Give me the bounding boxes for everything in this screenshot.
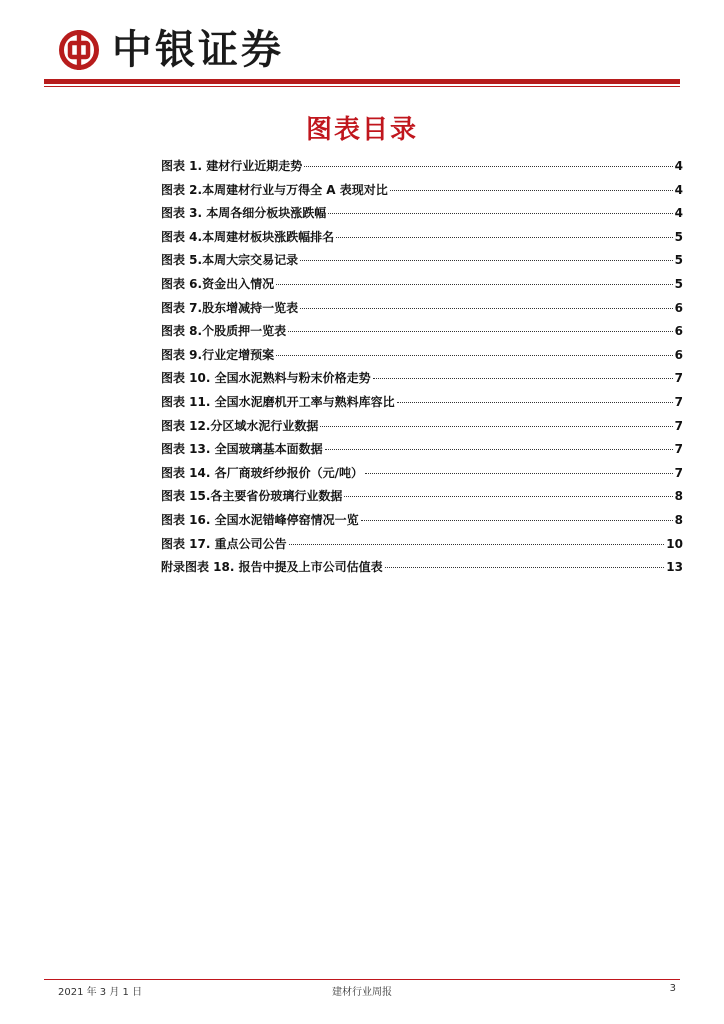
toc-entry-page[interactable]: 6 <box>674 347 683 362</box>
toc-entry[interactable] <box>161 346 683 370</box>
toc-entry-page[interactable]: 4 <box>674 206 683 221</box>
toc-entry[interactable] <box>161 511 683 535</box>
footer-page-number: 3 <box>669 983 676 994</box>
toc-entry-page[interactable]: 4 <box>674 159 683 173</box>
toc-dot-leader <box>289 544 665 545</box>
toc-entry-label[interactable]: 图表 4.本周建材板块涨跌幅排名 <box>161 229 335 244</box>
toc-entry-page[interactable]: 6 <box>674 324 683 339</box>
toc-entry-label[interactable]: 图表 9.行业定增预案 <box>161 347 275 362</box>
toc-dot-leader <box>300 308 673 309</box>
header-rule-thin <box>44 86 680 87</box>
toc-entry[interactable] <box>161 369 683 393</box>
toc-entry-label[interactable]: 图表 6.资金出入情况 <box>161 276 275 291</box>
toc-dot-leader <box>276 284 673 285</box>
toc-entry[interactable] <box>161 464 683 488</box>
toc-entry-label[interactable]: 图表 8.个股质押一览表 <box>161 324 287 339</box>
toc-entry[interactable] <box>161 228 683 252</box>
toc-dot-leader <box>373 378 673 379</box>
toc-entry[interactable] <box>161 275 683 299</box>
toc-entry-label[interactable]: 图表 1. 建材行业近期走势 <box>161 159 303 173</box>
toc-entry-page[interactable]: 7 <box>674 394 683 409</box>
page-title: 图表目录 <box>305 115 418 145</box>
toc-entry[interactable] <box>161 487 683 511</box>
toc-dot-leader <box>390 190 673 191</box>
toc-dot-leader <box>325 449 673 450</box>
bank-of-china-logo-icon <box>59 30 99 70</box>
footer-date: 2021 年 3 月 1 日 <box>58 987 143 998</box>
toc-dot-leader <box>328 213 672 214</box>
toc-entry[interactable] <box>161 393 683 417</box>
toc-entry-page[interactable]: 5 <box>674 276 683 291</box>
toc-entry-page[interactable]: 10 <box>666 536 683 551</box>
toc-entry[interactable] <box>161 535 683 559</box>
toc-entry-label[interactable]: 图表 16. 全国水泥错峰停窑情况一览 <box>161 512 359 527</box>
page-header <box>0 0 724 90</box>
toc-entry-label[interactable]: 图表 11. 全国水泥磨机开工率与熟料库容比 <box>161 394 395 409</box>
toc-entry-page[interactable]: 7 <box>674 418 683 433</box>
toc-entry-page[interactable]: 8 <box>674 489 683 504</box>
toc-entry[interactable] <box>161 322 683 346</box>
toc-entry-page[interactable]: 5 <box>674 229 683 244</box>
toc-entry-label[interactable]: 图表 10. 全国水泥熟料与粉末价格走势 <box>161 371 371 386</box>
toc-entry[interactable] <box>161 417 683 441</box>
toc-dot-leader <box>385 567 665 568</box>
footer-report-name: 建材行业周报 <box>332 987 392 998</box>
toc-entry-page[interactable]: 7 <box>674 371 683 386</box>
toc-entry-label[interactable]: 图表 17. 重点公司公告 <box>161 536 287 551</box>
toc-entry-label[interactable]: 图表 13. 全国玻璃基本面数据 <box>161 442 323 457</box>
toc-entry[interactable] <box>161 440 683 464</box>
toc-dot-leader <box>344 496 672 497</box>
toc-entry[interactable] <box>161 157 683 181</box>
toc-entry-page[interactable]: 13 <box>666 560 683 575</box>
toc-entry-label[interactable]: 图表 2.本周建材行业与万得全 A 表现对比 <box>161 182 388 197</box>
toc-dot-leader <box>304 166 672 167</box>
toc-entry-label[interactable]: 图表 12.分区域水泥行业数据 <box>161 418 319 433</box>
toc-dot-leader <box>288 331 673 332</box>
toc-entry-label[interactable]: 图表 5.本周大宗交易记录 <box>161 253 299 268</box>
toc-dot-leader <box>300 260 673 261</box>
toc-dot-leader <box>365 473 673 474</box>
toc-dot-leader <box>276 355 673 356</box>
toc-entry[interactable] <box>161 558 683 582</box>
toc-entry-label[interactable]: 图表 3. 本周各细分板块涨跌幅 <box>161 206 327 221</box>
toc-entry[interactable] <box>161 181 683 205</box>
toc-entry[interactable] <box>161 299 683 323</box>
toc-entry-page[interactable]: 7 <box>674 442 683 457</box>
brand-name: 中银证券 <box>112 26 284 73</box>
toc-entry-label[interactable]: 附录图表 18. 报告中提及上市公司估值表 <box>161 560 383 575</box>
table-of-figures <box>161 157 683 582</box>
header-rule <box>44 79 680 84</box>
toc-entry-label[interactable]: 图表 15.各主要省份玻璃行业数据 <box>161 489 343 504</box>
toc-entry[interactable] <box>161 204 683 228</box>
toc-dot-leader <box>397 402 673 403</box>
toc-entry-page[interactable]: 4 <box>674 182 683 197</box>
toc-entry-page[interactable]: 5 <box>674 253 683 268</box>
toc-dot-leader <box>336 237 673 238</box>
toc-dot-leader <box>320 426 672 427</box>
toc-entry[interactable] <box>161 251 683 275</box>
toc-entry-page[interactable]: 6 <box>674 300 683 315</box>
footer-rule <box>44 979 680 980</box>
toc-dot-leader <box>361 520 673 521</box>
toc-entry-label[interactable]: 图表 14. 各厂商玻纤纱报价（元/吨） <box>161 465 363 480</box>
toc-entry-label[interactable]: 图表 7.股东增减持一览表 <box>161 300 299 315</box>
page-footer <box>44 983 680 999</box>
toc-entry-page[interactable]: 8 <box>674 512 683 527</box>
toc-entry-page[interactable]: 7 <box>674 465 683 480</box>
